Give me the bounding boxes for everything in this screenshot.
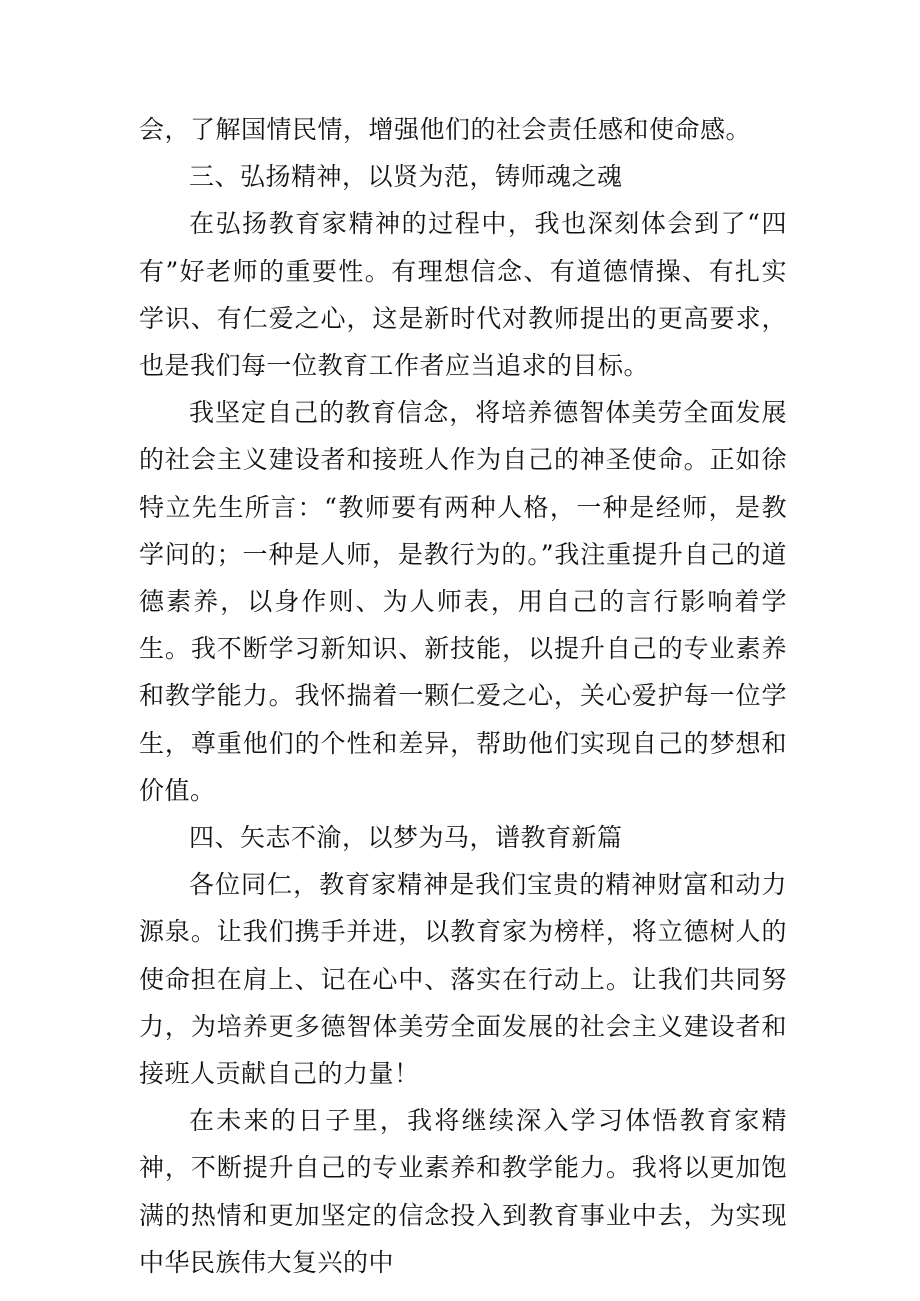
section-heading-4: 四、矢志不渝，以梦为马，谱教育新篇 <box>189 823 623 853</box>
document-body <box>139 106 787 1286</box>
paragraph: 在未来的日子里，我将继续深入学习体悟教育家精神，不断提升自己的专业素养和教学能力。我将以更加饱满的热情和更加坚定的信念投入到教育事业中去，为实现中华民族伟大复兴的中 <box>139 1106 787 1277</box>
section-heading-3: 三、弘扬精神，以贤为范，铸师魂之魂 <box>189 162 623 192</box>
paragraph: 在弘扬教育家精神的过程中，我也深刻体会到了“四有”好老师的重要性。有理想信念、有道德情操、有扎实学识、有仁爱之心，这是新时代对教师提出的更高要求，也是我们每一位教育工作者应当追求的目标。 <box>139 209 787 381</box>
paragraph-continuation: 会，了解国情民情，增强他们的社会责任感和使命感。 <box>139 115 752 144</box>
paragraph: 我坚定自己的教育信念，将培养德智体美劳全面发展的社会主义建设者和接班人作为自己的神圣使命。正如徐特立先生所言：“教师要有两种人格，一种是经师，是教学问的；一种是人师，是教行为的。”我注重提升自己的道德素养，以身作则、为人师表，用自己的言行影响着学生。我不断学习新知识、新技能，以提升自己的专业素养和教学能力。我怀揣着一颗仁爱之心，关心爱护每一位学生，尊重他们的个性和差异，帮助他们实现自己的梦想和价值。 <box>139 398 787 805</box>
paragraph: 各位同仁，教育家精神是我们宝贵的精神财富和动力源泉。让我们携手并进，以教育家为榜样，将立德树人的使命担在肩上、记在心中、落实在行动上。让我们共同努力，为培养更多德智体美劳全面发展的社会主义建设者和接班人贡献自己的力量！ <box>139 870 787 1089</box>
